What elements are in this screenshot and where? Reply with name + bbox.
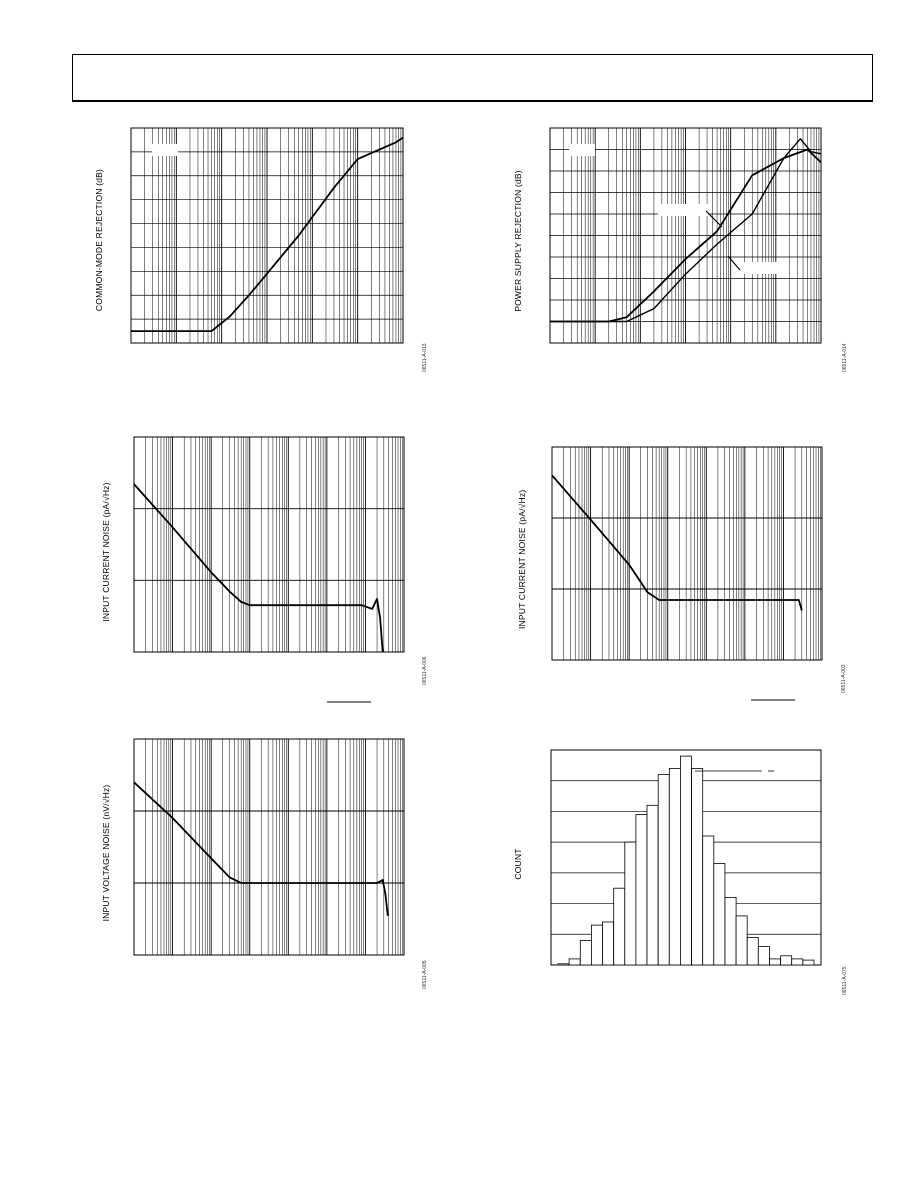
hist-bar [781, 956, 792, 965]
hist-bar [580, 940, 591, 965]
hist-bar [569, 959, 580, 965]
icn-right-figure-code: 06511-A-003 [841, 664, 847, 693]
hist-bar [669, 768, 680, 965]
hist-bar [803, 960, 814, 965]
hist-bar [758, 947, 769, 965]
hist-bar [636, 815, 647, 966]
hist-bar [692, 768, 703, 965]
icn-right-ylabel: INPUT CURRENT NOISE (pA/√Hz) [517, 489, 527, 629]
hist-bar [747, 937, 758, 965]
cmrr-legend-patch [152, 144, 178, 156]
hist-bar [703, 836, 714, 965]
vn-series-line [134, 782, 388, 916]
hist-bar [770, 959, 781, 965]
icn-left-ylabel: INPUT CURRENT NOISE (pA/√Hz) [101, 482, 111, 622]
hist-bar [736, 916, 747, 965]
hist-bar [625, 842, 636, 965]
hist-bar [591, 925, 602, 965]
hist-bar [792, 959, 803, 965]
psrr-legend-patch-lower [738, 262, 782, 274]
hist-bar [558, 964, 569, 965]
cmrr-ylabel: COMMON-MODE REJECTION (dB) [94, 168, 104, 312]
hist-bar [647, 805, 658, 965]
vn-figure-code: 06511-A-005 [422, 960, 428, 989]
hist-bar [714, 864, 725, 965]
hist-bar [614, 888, 625, 965]
cmrr-figure-code: 06511-A-013 [422, 343, 428, 372]
vn-ylabel: INPUT VOLTAGE NOISE (nV/√Hz) [101, 784, 111, 922]
psrr-legend-patch-corner [569, 144, 595, 156]
psrr-figure-code: 06511-A-014 [842, 343, 848, 372]
icn_right-series-line [552, 475, 802, 610]
psrr-ylabel: POWER SUPPLY REJECTION (dB) [513, 170, 523, 312]
icn-left-figure-code: 06511-A-006 [422, 656, 428, 685]
hist-bar [603, 922, 614, 965]
hist-ylabel: COUNT [513, 848, 523, 880]
hist-bar [725, 897, 736, 965]
hist-figure-code: 06511-A-075 [842, 966, 848, 995]
hist-bar [658, 775, 669, 965]
hist-bar [680, 756, 691, 965]
psrr-leader-arrow-upper [706, 211, 722, 227]
psrr-legend-patch-upper [658, 204, 708, 216]
